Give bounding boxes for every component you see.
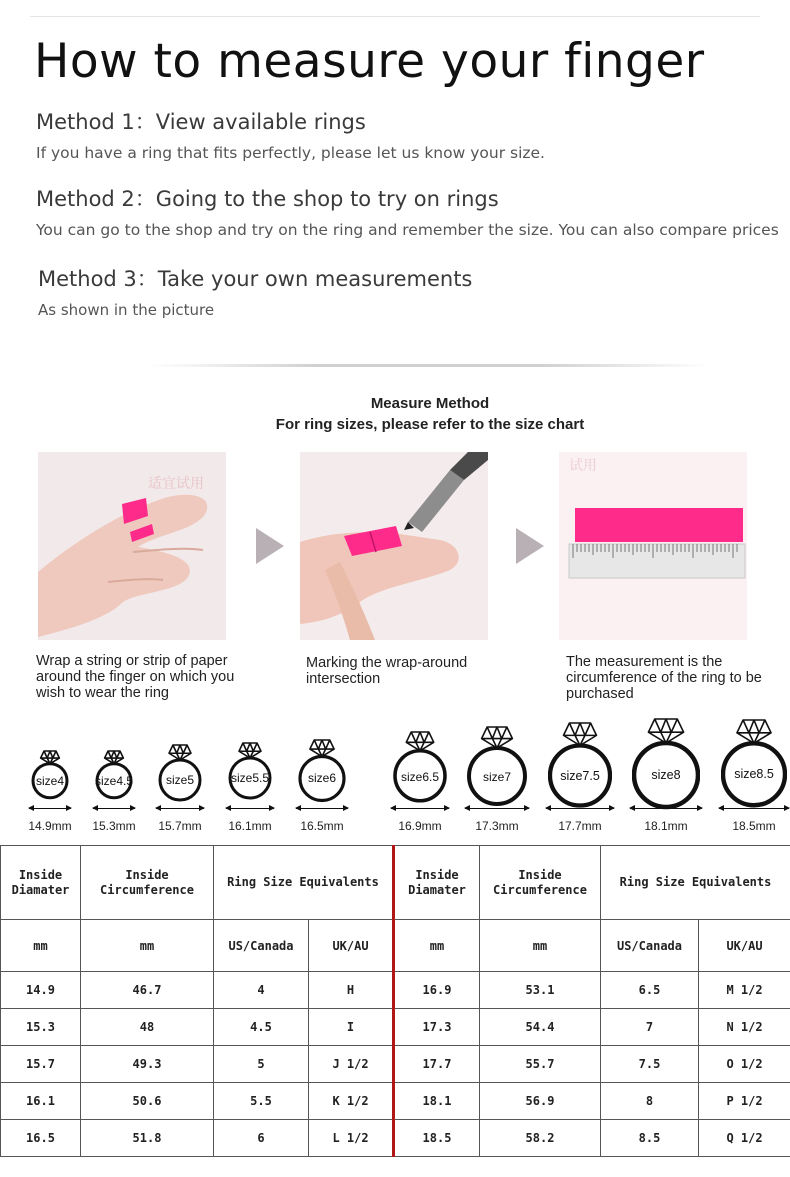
table-cell: 14.9 xyxy=(1,972,81,1009)
step-1-caption: Wrap a string or strip of paper around the finger on which you wish to wear the ring xyxy=(36,653,235,701)
inside-diameter-header: Inside Diamater xyxy=(394,846,480,920)
measure-method-title: Measure Method xyxy=(370,395,490,412)
ring-diameter-label: 15.7mm xyxy=(158,819,202,833)
table-row xyxy=(1,1120,790,1157)
uk-au-header: UK/AU xyxy=(699,920,790,972)
ring-size-label: size7 xyxy=(482,770,511,784)
ring-icon xyxy=(467,725,527,810)
us-canada-header: US/Canada xyxy=(214,920,309,972)
ring-size-label: size4.5 xyxy=(94,774,134,788)
table-cell: 5.5 xyxy=(214,1083,309,1120)
inside-circumference-header: Inside Circumference xyxy=(480,846,601,920)
table-cell: 16.1 xyxy=(1,1083,81,1120)
table-cell: M 1/2 xyxy=(699,972,790,1009)
method-1-heading: Method 1：View available rings xyxy=(36,110,366,134)
wrap-finger-photo xyxy=(38,452,226,640)
diameter-arrow-icon xyxy=(156,808,204,809)
table-row xyxy=(1,972,790,1009)
table-cell: 16.5 xyxy=(1,1120,81,1157)
ring-diameter-label: 15.3mm xyxy=(92,819,136,833)
step-arrow-icon xyxy=(256,528,284,564)
diameter-arrow-icon xyxy=(630,808,702,809)
table-cell: 17.7 xyxy=(394,1046,480,1083)
table-subheader-row xyxy=(1,920,790,972)
unit-header: mm xyxy=(1,920,81,972)
table-cell: 6 xyxy=(214,1120,309,1157)
ring-diameter-label: 17.3mm xyxy=(475,819,519,833)
ring-diameter-label: 16.9mm xyxy=(398,819,442,833)
table-cell: 5 xyxy=(214,1046,309,1083)
table-cell: 8.5 xyxy=(601,1120,699,1157)
table-cell: 56.9 xyxy=(480,1083,601,1120)
ring-size-equivalents-header: Ring Size Equivalents xyxy=(601,846,790,920)
measure-method-subtitle: For ring sizes, please refer to the size chart xyxy=(275,416,585,433)
table-cell: H xyxy=(309,972,394,1009)
table-cell: 54.4 xyxy=(480,1009,601,1046)
step-arrow-icon xyxy=(516,528,544,564)
ring-icon xyxy=(548,721,612,812)
ring-size-label: size4 xyxy=(35,774,64,788)
ring-diameter-label: 16.1mm xyxy=(228,819,272,833)
ring-diameter-label: 16.5mm xyxy=(300,819,344,833)
table-cell: O 1/2 xyxy=(699,1046,790,1083)
table-cell: 17.3 xyxy=(394,1009,480,1046)
unit-header: mm xyxy=(480,920,601,972)
step-3-caption: The measurement is the circumference of the ring to be purchased xyxy=(566,654,762,702)
ring-size-table xyxy=(0,845,790,1157)
diameter-arrow-icon xyxy=(93,808,135,809)
table-cell: 16.9 xyxy=(394,972,480,1009)
table-cell: 46.7 xyxy=(81,972,214,1009)
table-cell: Q 1/2 xyxy=(699,1120,790,1157)
unit-header: mm xyxy=(394,920,480,972)
table-cell: 15.3 xyxy=(1,1009,81,1046)
table-cell: N 1/2 xyxy=(699,1009,790,1046)
table-cell: I xyxy=(309,1009,394,1046)
table-cell: 49.3 xyxy=(81,1046,214,1083)
diameter-arrow-icon xyxy=(546,808,614,809)
ring-icon xyxy=(632,717,700,813)
method-2 xyxy=(36,183,779,239)
ring-diameter-label: 18.5mm xyxy=(732,819,776,833)
ring-diameter-label: 18.1mm xyxy=(644,819,688,833)
diameter-arrow-icon xyxy=(465,808,529,809)
method-1 xyxy=(36,106,545,162)
ring-diameter-label: 17.7mm xyxy=(558,819,602,833)
ring-size-label: size5 xyxy=(165,773,194,787)
table-cell: L 1/2 xyxy=(309,1120,394,1157)
table-cell: 53.1 xyxy=(480,972,601,1009)
table-cell: 18.5 xyxy=(394,1120,480,1157)
diameter-arrow-icon xyxy=(391,808,449,809)
ring-diameter-label: 14.9mm xyxy=(28,819,72,833)
method-1-description: If you have a ring that fits perfectly, please let us know your size. xyxy=(36,144,545,162)
unit-header: mm xyxy=(81,920,214,972)
table-cell: 7.5 xyxy=(601,1046,699,1083)
method-3-heading: Method 3：Take your own measurements xyxy=(38,267,473,291)
diameter-arrow-icon xyxy=(29,808,71,809)
inside-diameter-header: Inside Diamater xyxy=(1,846,81,920)
ring-icon xyxy=(721,718,787,811)
uk-au-header: UK/AU xyxy=(309,920,394,972)
table-cell: 58.2 xyxy=(480,1120,601,1157)
ring-size-label: size6.5 xyxy=(400,770,440,784)
ring-size-label: size8.5 xyxy=(734,767,774,781)
inside-circumference-header: Inside Circumference xyxy=(81,846,214,920)
table-cell: 48 xyxy=(81,1009,214,1046)
table-row xyxy=(1,1083,790,1120)
table-cell: K 1/2 xyxy=(309,1083,394,1120)
watermark-text: 适宜试用 xyxy=(148,475,204,491)
table-cell: 8 xyxy=(601,1083,699,1120)
top-divider xyxy=(30,16,760,17)
diameter-arrow-icon xyxy=(226,808,274,809)
table-cell: 51.8 xyxy=(81,1120,214,1157)
step-2-caption: Marking the wrap-around intersection xyxy=(306,655,468,687)
ring-size-label: size7.5 xyxy=(560,769,600,783)
table-cell: 18.1 xyxy=(394,1083,480,1120)
method-3 xyxy=(38,263,472,319)
section-divider xyxy=(150,364,710,367)
table-header-row xyxy=(1,846,790,920)
table-cell: 55.7 xyxy=(480,1046,601,1083)
table-cell: 7 xyxy=(601,1009,699,1046)
table-cell: 6.5 xyxy=(601,972,699,1009)
ring-size-label: size8 xyxy=(651,768,681,782)
table-row xyxy=(1,1046,790,1083)
method-2-description: You can go to the shop and try on the ring and remember the size. You can also compare prices xyxy=(36,221,779,239)
mark-intersection-photo xyxy=(300,452,488,640)
table-cell: 4 xyxy=(214,972,309,1009)
ring-icon xyxy=(393,730,447,807)
ring-size-label: size5.5 xyxy=(230,771,270,785)
ring-size-equivalents-header: Ring Size Equivalents xyxy=(214,846,394,920)
ring-size-label: size6 xyxy=(307,771,336,785)
us-canada-header: US/Canada xyxy=(601,920,699,972)
table-cell: P 1/2 xyxy=(699,1083,790,1120)
method-3-description: As shown in the picture xyxy=(38,301,215,319)
table-cell: J 1/2 xyxy=(309,1046,394,1083)
watermark-text: 试用 xyxy=(569,457,597,473)
table-cell: 50.6 xyxy=(81,1083,214,1120)
table-cell: 4.5 xyxy=(214,1009,309,1046)
diameter-arrow-icon xyxy=(719,808,789,809)
table-cell: 15.7 xyxy=(1,1046,81,1083)
page-title: How to measure your finger xyxy=(34,34,705,89)
table-row xyxy=(1,1009,790,1046)
method-2-heading: Method 2：Going to the shop to try on rings xyxy=(36,187,499,211)
ruler-measurement-photo xyxy=(559,452,747,640)
diameter-arrow-icon xyxy=(296,808,348,809)
